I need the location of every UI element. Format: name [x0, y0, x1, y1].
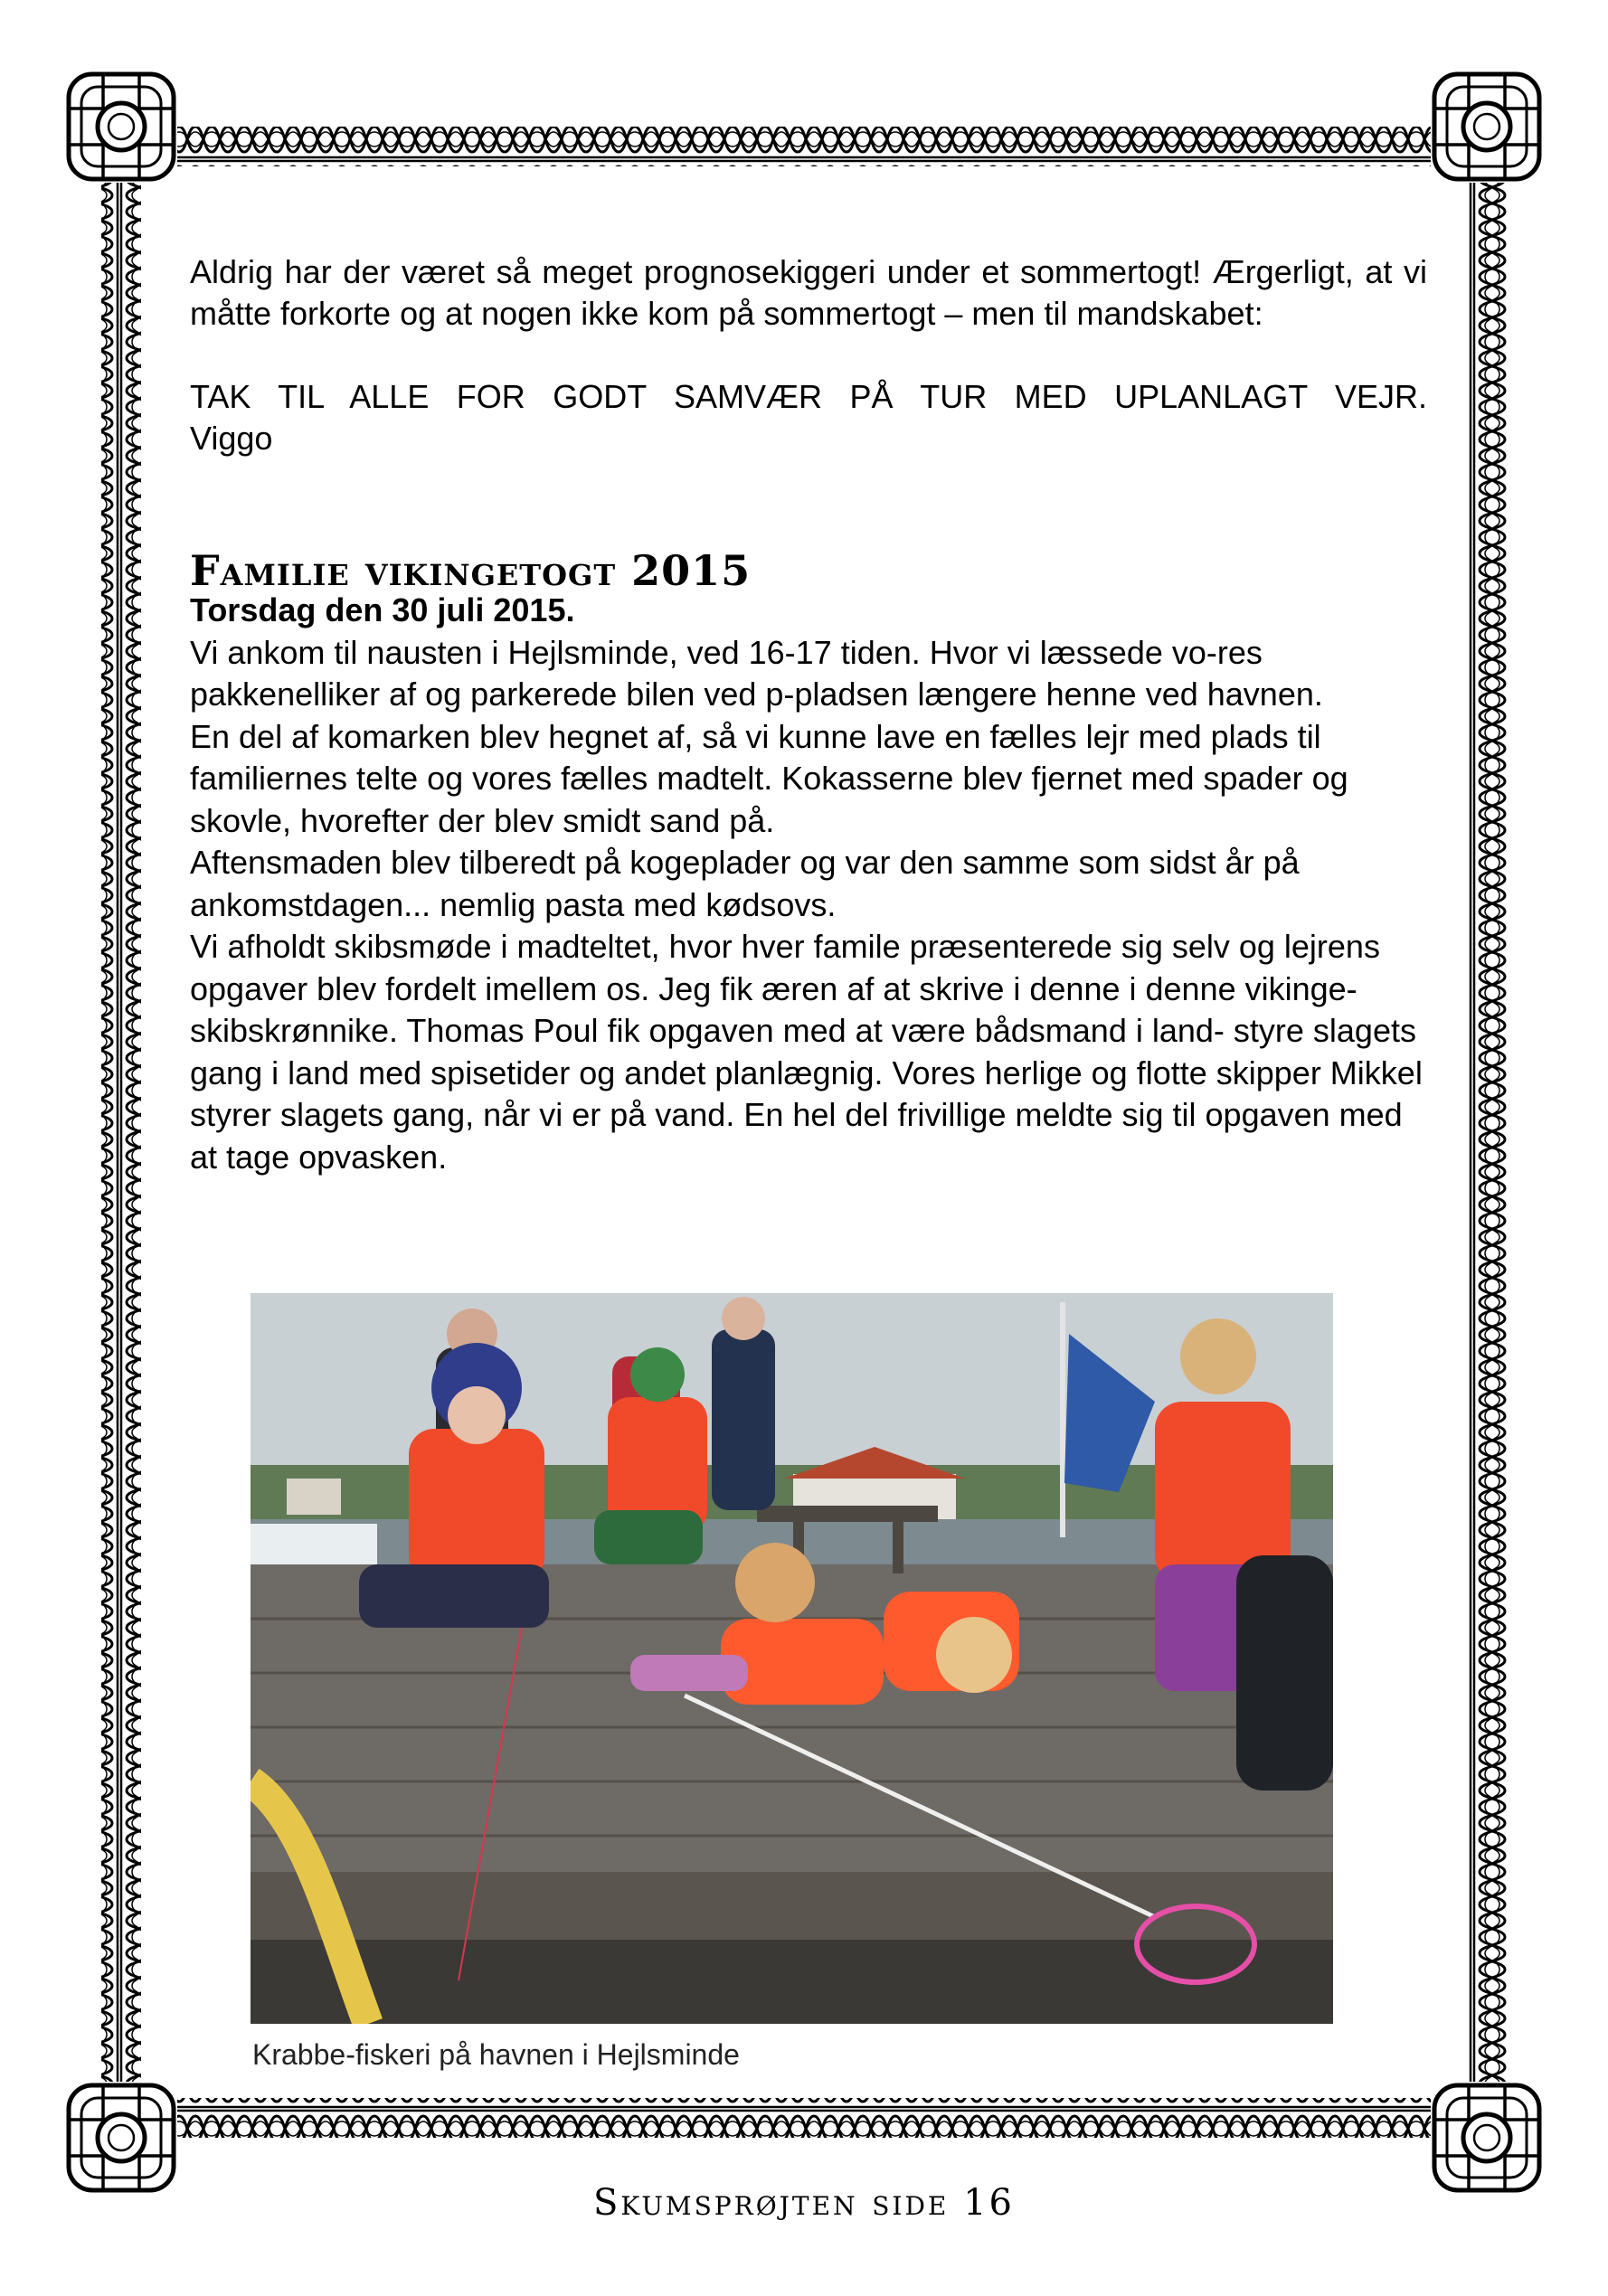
article-paragraph: En del af komarken blev hegnet af, så vi kunne lave en fælles lejr med plads til familiernes telte og vores fælles madtelt. Kokasserne blev fjernet med spader og skovle, hvorefter der blev smidt sand på. — [190, 717, 1348, 839]
harbor-photo — [251, 1293, 1333, 2024]
intro-section — [190, 251, 1427, 459]
page-footer: Skumsprøjten side 16 — [593, 2182, 1015, 2224]
article-title: Familie vikingetogt 2015 — [190, 546, 752, 595]
article-paragraph: Vi afholdt skibsmøde i madteltet, hvor hver famile præsenterede sig selv og lejrens opgaver blev fordelt imellem os. Jeg fik æren af at skrive i denne i denne vikinge- skibskrønnike. Thomas Poul fik opgaven med at være bådsmand i land- styre slagets gang i land med spisetider og andet planlægnig. Vores herlige og flotte skipper Mikkel styrer slagets gang, når vi er på vand. En hel del frivillige meldte sig til opgaven med at tage opvasken. — [190, 928, 1423, 1176]
article-date: Torsdag den 30 juli 2015. — [190, 591, 575, 628]
article-body — [190, 590, 1427, 1178]
signature: Viggo — [190, 420, 273, 457]
intro-paragraph: Aldrig har der været så meget prognosekiggeri under et sommertogt! Ærgerligt, at vi måtte forkorte og at nogen ikke kom på sommertogt – men til mandskabet: — [190, 253, 1427, 332]
photo-caption: Krabbe-fiskeri på havnen i Hejlsminde — [252, 2038, 740, 2071]
article-paragraph: Aftensmaden blev tilberedt på kogeplader og var den samme som sidst år på ankomstdagen... nemlig pasta med kødsovs. — [190, 844, 1300, 923]
thanks-line: TAK TIL ALLE FOR GODT SAMVÆR PÅ TUR MED UPLANLAGT VEJR. — [190, 378, 1427, 415]
photo-illustration — [251, 1293, 1333, 2024]
article-paragraph: Vi ankom til nausten i Hejlsminde, ved 16-17 tiden. Hvor vi læssede vo-res pakkenelliker af og parkerede bilen ved p-pladsen længere henne ved havnen. — [190, 633, 1323, 713]
